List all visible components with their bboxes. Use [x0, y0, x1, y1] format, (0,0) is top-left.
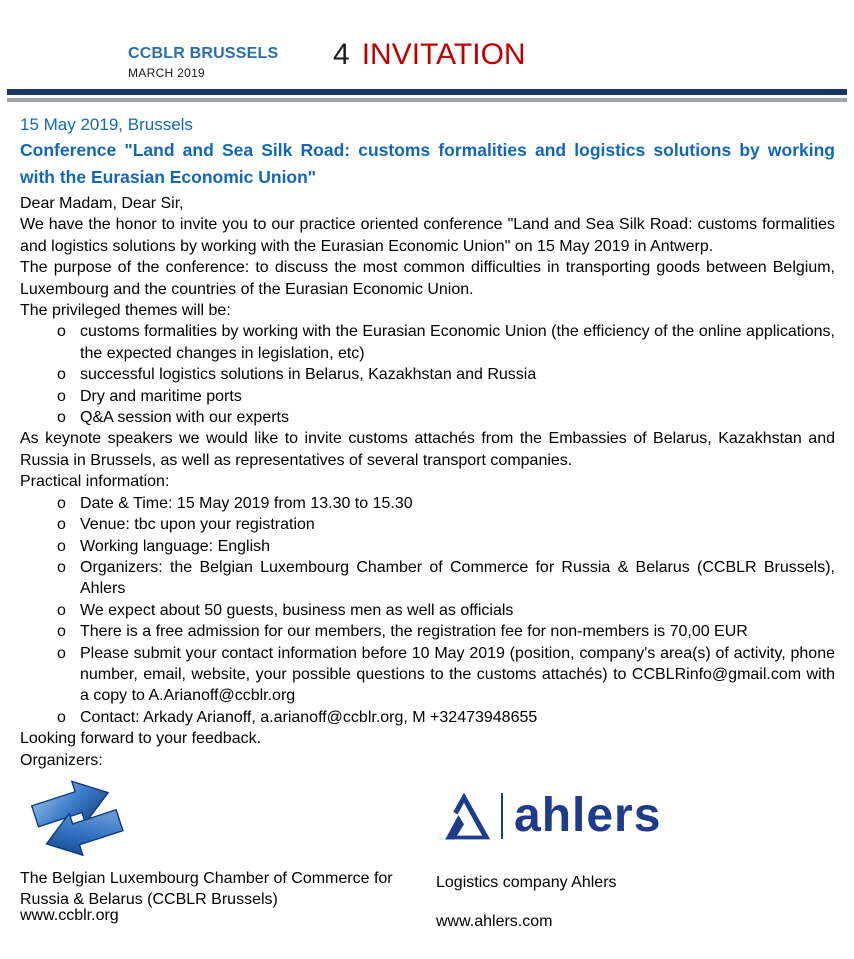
- list-item-text: We expect about 50 guests, business men as well as officials: [80, 601, 514, 619]
- bullet-icon: o: [57, 558, 66, 576]
- salutation: Dear Madam, Dear Sir,: [20, 195, 184, 212]
- ahlers-website: www.ahlers.com: [436, 913, 553, 930]
- list-item-text: Date & Time: 15 May 2019 from 13.30 to 15.30: [80, 494, 413, 512]
- list-item-text: successful logistics solutions in Belarus, Kazakhstan and Russia: [80, 366, 537, 384]
- ahlers-logo-divider: [501, 793, 503, 839]
- list-item: [20, 514, 835, 535]
- section-title: INVITATION: [361, 38, 526, 71]
- bullet-icon: o: [57, 601, 66, 619]
- bullet-icon: o: [57, 516, 66, 534]
- list-item: [20, 600, 835, 621]
- issue-date: MARCH 2019: [128, 66, 206, 80]
- list-item-text: Please submit your contact information before 10 May 2019 (position, company's area(s) of activity, phone number, email, website, your possible questions to the customs attachés) to CCBLRinfo@gmail.com with a copy to A.Arianoff@ccblr.org: [80, 644, 835, 705]
- ahlers-organizer-name: Logistics company Ahlers: [436, 874, 617, 891]
- list-item: [20, 536, 835, 557]
- list-item: [20, 621, 835, 642]
- bullet-icon: o: [57, 387, 66, 405]
- practical-list: [20, 493, 835, 728]
- bullet-icon: o: [57, 644, 66, 662]
- list-item-text: Contact: Arkady Arianoff, a.arianoff@ccblr.org, M +32473948655: [80, 708, 538, 726]
- ahlers-triangle-icon: [436, 790, 492, 842]
- keynote-paragraph: As keynote speakers we would like to invite customs attachés from the Embassies of Belarus, Kazakhstan and Russia in Brussels, as well as representatives of several transport companies.: [20, 430, 835, 469]
- themes-list: [20, 321, 835, 428]
- header-rule-navy: [7, 89, 847, 95]
- list-item: [20, 386, 835, 407]
- list-item: [20, 643, 835, 707]
- list-item-text: customs formalities by working with the Eurasian Economic Union (the efficiency of the online applications, the expected changes in legislation, etc): [80, 323, 835, 362]
- list-item: [20, 364, 835, 385]
- bullet-icon: o: [57, 623, 66, 641]
- intro-paragraph: We have the honor to invite you to our practice oriented conference "Land and Sea Silk Road: customs formalities and logistics solutions by working with the Eurasian Economic Union" on 15 May 2019 in Antwerp.: [20, 216, 835, 255]
- list-item: [20, 707, 835, 728]
- conference-title: Conference "Land and Sea Silk Road: customs formalities and logistics solutions by working with the Eurasian Economic Union": [20, 140, 835, 187]
- list-item-text: Organizers: the Belgian Luxembourg Chamber of Commerce for Russia & Belarus (CCBLR Brussels), Ahlers: [80, 558, 835, 598]
- bullet-icon: o: [57, 494, 66, 512]
- bullet-icon: o: [57, 409, 66, 427]
- ccblr-website: www.ccblr.org: [20, 907, 119, 924]
- practical-heading: Practical information:: [20, 473, 170, 491]
- document-body: [20, 113, 835, 771]
- dateline: 15 May 2019, Brussels: [20, 115, 193, 134]
- header-rule-gray: [7, 98, 847, 102]
- purpose-paragraph: The purpose of the conference: to discuss the most common difficulties in transporting goods between Belgium, Luxembourg and the countries of the Eurasian Economic Union.: [20, 259, 835, 298]
- bullet-icon: o: [57, 708, 66, 726]
- page-title: [333, 38, 526, 72]
- list-item: [20, 493, 835, 514]
- bullet-icon: o: [57, 537, 66, 555]
- list-item: [20, 557, 835, 600]
- list-item-text: Q&A session with our experts: [80, 409, 289, 427]
- list-item-text: There is a free admission for our members, the registration fee for non-members is 70,00 EUR: [80, 623, 748, 641]
- list-item-text: Working language: English: [80, 537, 271, 555]
- list-item: [20, 407, 835, 428]
- bullet-icon: o: [57, 366, 66, 384]
- ccblr-logo-icon: [18, 770, 138, 866]
- ahlers-logo: [436, 788, 661, 844]
- ahlers-wordmark: ahlers: [514, 789, 662, 842]
- list-item-text: Venue: tbc upon your registration: [80, 516, 315, 534]
- themes-heading: The privileged themes will be:: [20, 302, 231, 320]
- ccblr-organizer-name: The Belgian Luxembourg Chamber of Commerce for Russia & Belarus (CCBLR Brussels): [20, 870, 393, 909]
- list-item-text: Dry and maritime ports: [80, 387, 242, 405]
- newsletter-brand: CCBLR BRUSSELS: [128, 45, 279, 62]
- organizers-label: Organizers:: [20, 751, 103, 769]
- closing-line: Looking forward to your feedback.: [20, 730, 262, 748]
- page-number: 4: [333, 38, 350, 71]
- bullet-icon: o: [57, 323, 66, 341]
- list-item: [20, 321, 835, 364]
